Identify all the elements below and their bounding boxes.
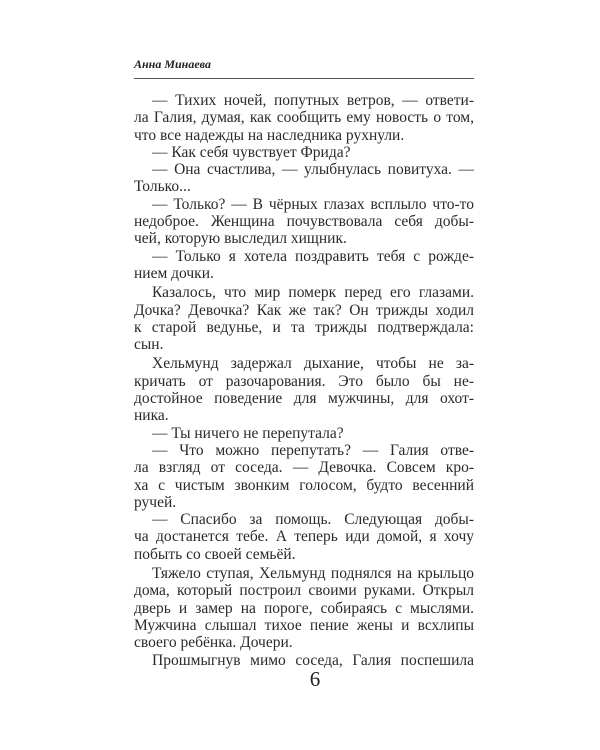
text-line: достойное поведение для мужчины, для охот- <box>134 390 474 408</box>
text-line: ла Галия, думая, как сообщить ему новость о том, <box>134 109 474 127</box>
page-number: 6 <box>309 667 321 691</box>
text-line: Казалось, что мир померк перед его глазами. <box>152 284 474 302</box>
text-line: недоброе. Женщина почувствовала себя добы- <box>134 213 474 231</box>
text-line: сын. <box>134 336 164 354</box>
text-line: Хельмунд задержал дыхание, чтобы не за- <box>152 355 474 373</box>
text-line: Дочка? Девочка? Как же так? Он трижды ходил <box>134 301 474 319</box>
text-line: — Что можно перепутать? — Галия отве- <box>152 441 474 459</box>
text-line: Прошмыгнув мимо соседа, Галия поспешила <box>152 651 474 669</box>
text-line: ручей. <box>134 493 177 511</box>
running-header-author: Анна Минаева <box>134 57 211 71</box>
text-line: ча достанется тебе. А теперь иди домой, я хочу <box>134 528 474 546</box>
text-line: побыть со своей семьёй. <box>134 545 296 563</box>
text-line: дома, который построил своими руками. Открыл <box>134 582 474 600</box>
text-line: Только... <box>134 178 191 196</box>
text-line: — Ты ничего не перепутала? <box>152 424 344 442</box>
text-line: — Тихих ночей, попутных ветров, — ответи- <box>152 92 474 109</box>
text-line: — Только я хотела поздравить тебя с рожде- <box>152 247 474 265</box>
header-rule <box>134 78 474 79</box>
body-text <box>134 92 474 669</box>
text-line: — Только? — В чёрных глазах всплыло что-то <box>152 195 474 213</box>
text-line: ника. <box>134 407 169 425</box>
text-line: своего ребёнка. Дочери. <box>134 634 293 652</box>
text-line: чей, которую выследил хищник. <box>134 230 347 248</box>
text-line: дверь и замер на пороге, собираясь с мыслями. <box>134 599 474 617</box>
text-line: Тяжело ступая, Хельмунд поднялся на крыльцо <box>152 565 474 583</box>
text-line: ла взгляд от соседа. — Девочка. Совсем кро- <box>134 459 474 477</box>
text-line: — Она счастлива, — улыбнулась повитуха. — <box>152 161 474 179</box>
text-line: нием дочки. <box>134 264 214 282</box>
text-line: — Спасибо за помощь. Следующая добы- <box>152 511 474 529</box>
text-line: что все надежды на наследника рухнули. <box>134 126 405 144</box>
text-line: ха с чистым звонким голосом, будто весенний <box>134 476 474 494</box>
text-line: Мужчина слышал тихое пение жены и всхлипы <box>134 616 474 634</box>
text-line: кричать от разочарования. Это было бы не- <box>134 372 474 390</box>
text-line: — Как себя чувствует Фрида? <box>152 143 351 161</box>
text-line: к старой ведунье, и та трижды подтверждала: <box>134 318 474 336</box>
